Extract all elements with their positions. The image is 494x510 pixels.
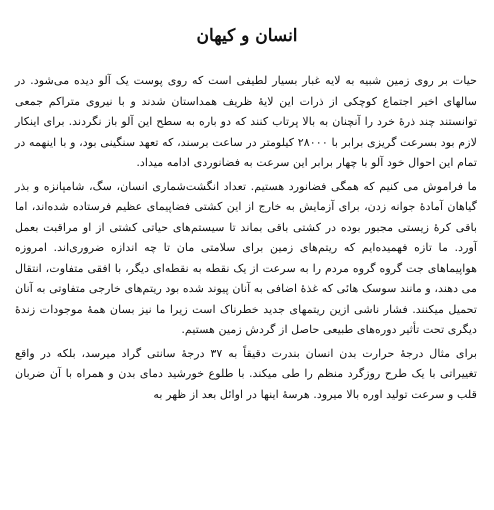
page-title: انسان و کیهان [196,26,298,46]
paragraph-3: برای مثال درجهٔ حرارت بدن انسان بندرت دقیقاً به ۳۷ درجهٔ سانتی گراد میرسد، بلکه در واقع تغییراتی با یک طرح روزگرد منظم را طی میکند. با طلوع خورشید دمای بدن و همراه با آن ضربان قلب و سرعت تولید اوره بالا میرود. هرسهٔ اینها در اوائل بعد از ظهر به [15,346,478,401]
body-text [15,71,477,405]
paragraph-2: ما فراموش می کنیم که همگی فضانورد هستیم. تعداد انگشت‌شماری انسان، سگ، شامپانزه و بذر گیاهان آمادهٔ جوانه زدن، برای آزمایش به خارج از این کشتی فضاپیمای عظیم فرستاده شده‌اند، اما باقی کرهٔ زیستی مجبور بوده در کشتی باقی بماند تا سیستم‌های حیاتی کشتی از او مراقبت بعمل آورد. ما تازه فهمیده‌ایم که ریتم‌های زمین برای سلامتی مان تا چه اندازه ضروری‌اند. امروزه هواپیماهای جت گروه گروه مردم را به سرعت از یک نقطه به نقطه‌ای دیگر، با افقی متفاوت، انتقال می دهند، و مانند سوسک هائی که غذهٔ اضافی به آنان پیوند شده بود ریتم‌های خارجی متفاوتی به آنان تحمیل میکنند. فشار ناشی ازین ریتمهای جدید خطرناک است زیرا ما نیز بسان همهٔ موجودات زندهٔ دیگری تحت تأثیر دوره‌های طبیعی حاصل از گردش زمین هستیم. [15,179,477,336]
paragraph-1: حیات بر روی زمین شبیه به لایه غبار بسیار لطیفی است که روی پوست یک آلو دیده می‌شود. در سالهای اخیر اجتماع کوچکی از ذرات این لایهٔ ظریف همداستان شدند و با نیروی متراکم جمعی توانستند چند ذرهٔ خرد را آنچنان به بالا پرتاب کنند که دو باره به سطح این آلو باز نگردند. برای اینکار لازم بود بسرعت گریزی برابر با ۲۸۰۰۰ کیلومتر در ساعت برسند، که تعهد سنگینی بود، و با اینهمه در تمام این احوال خود آلو با چهار برابر این سرعت به فضانوردی ادامه میداد. [15,74,477,169]
